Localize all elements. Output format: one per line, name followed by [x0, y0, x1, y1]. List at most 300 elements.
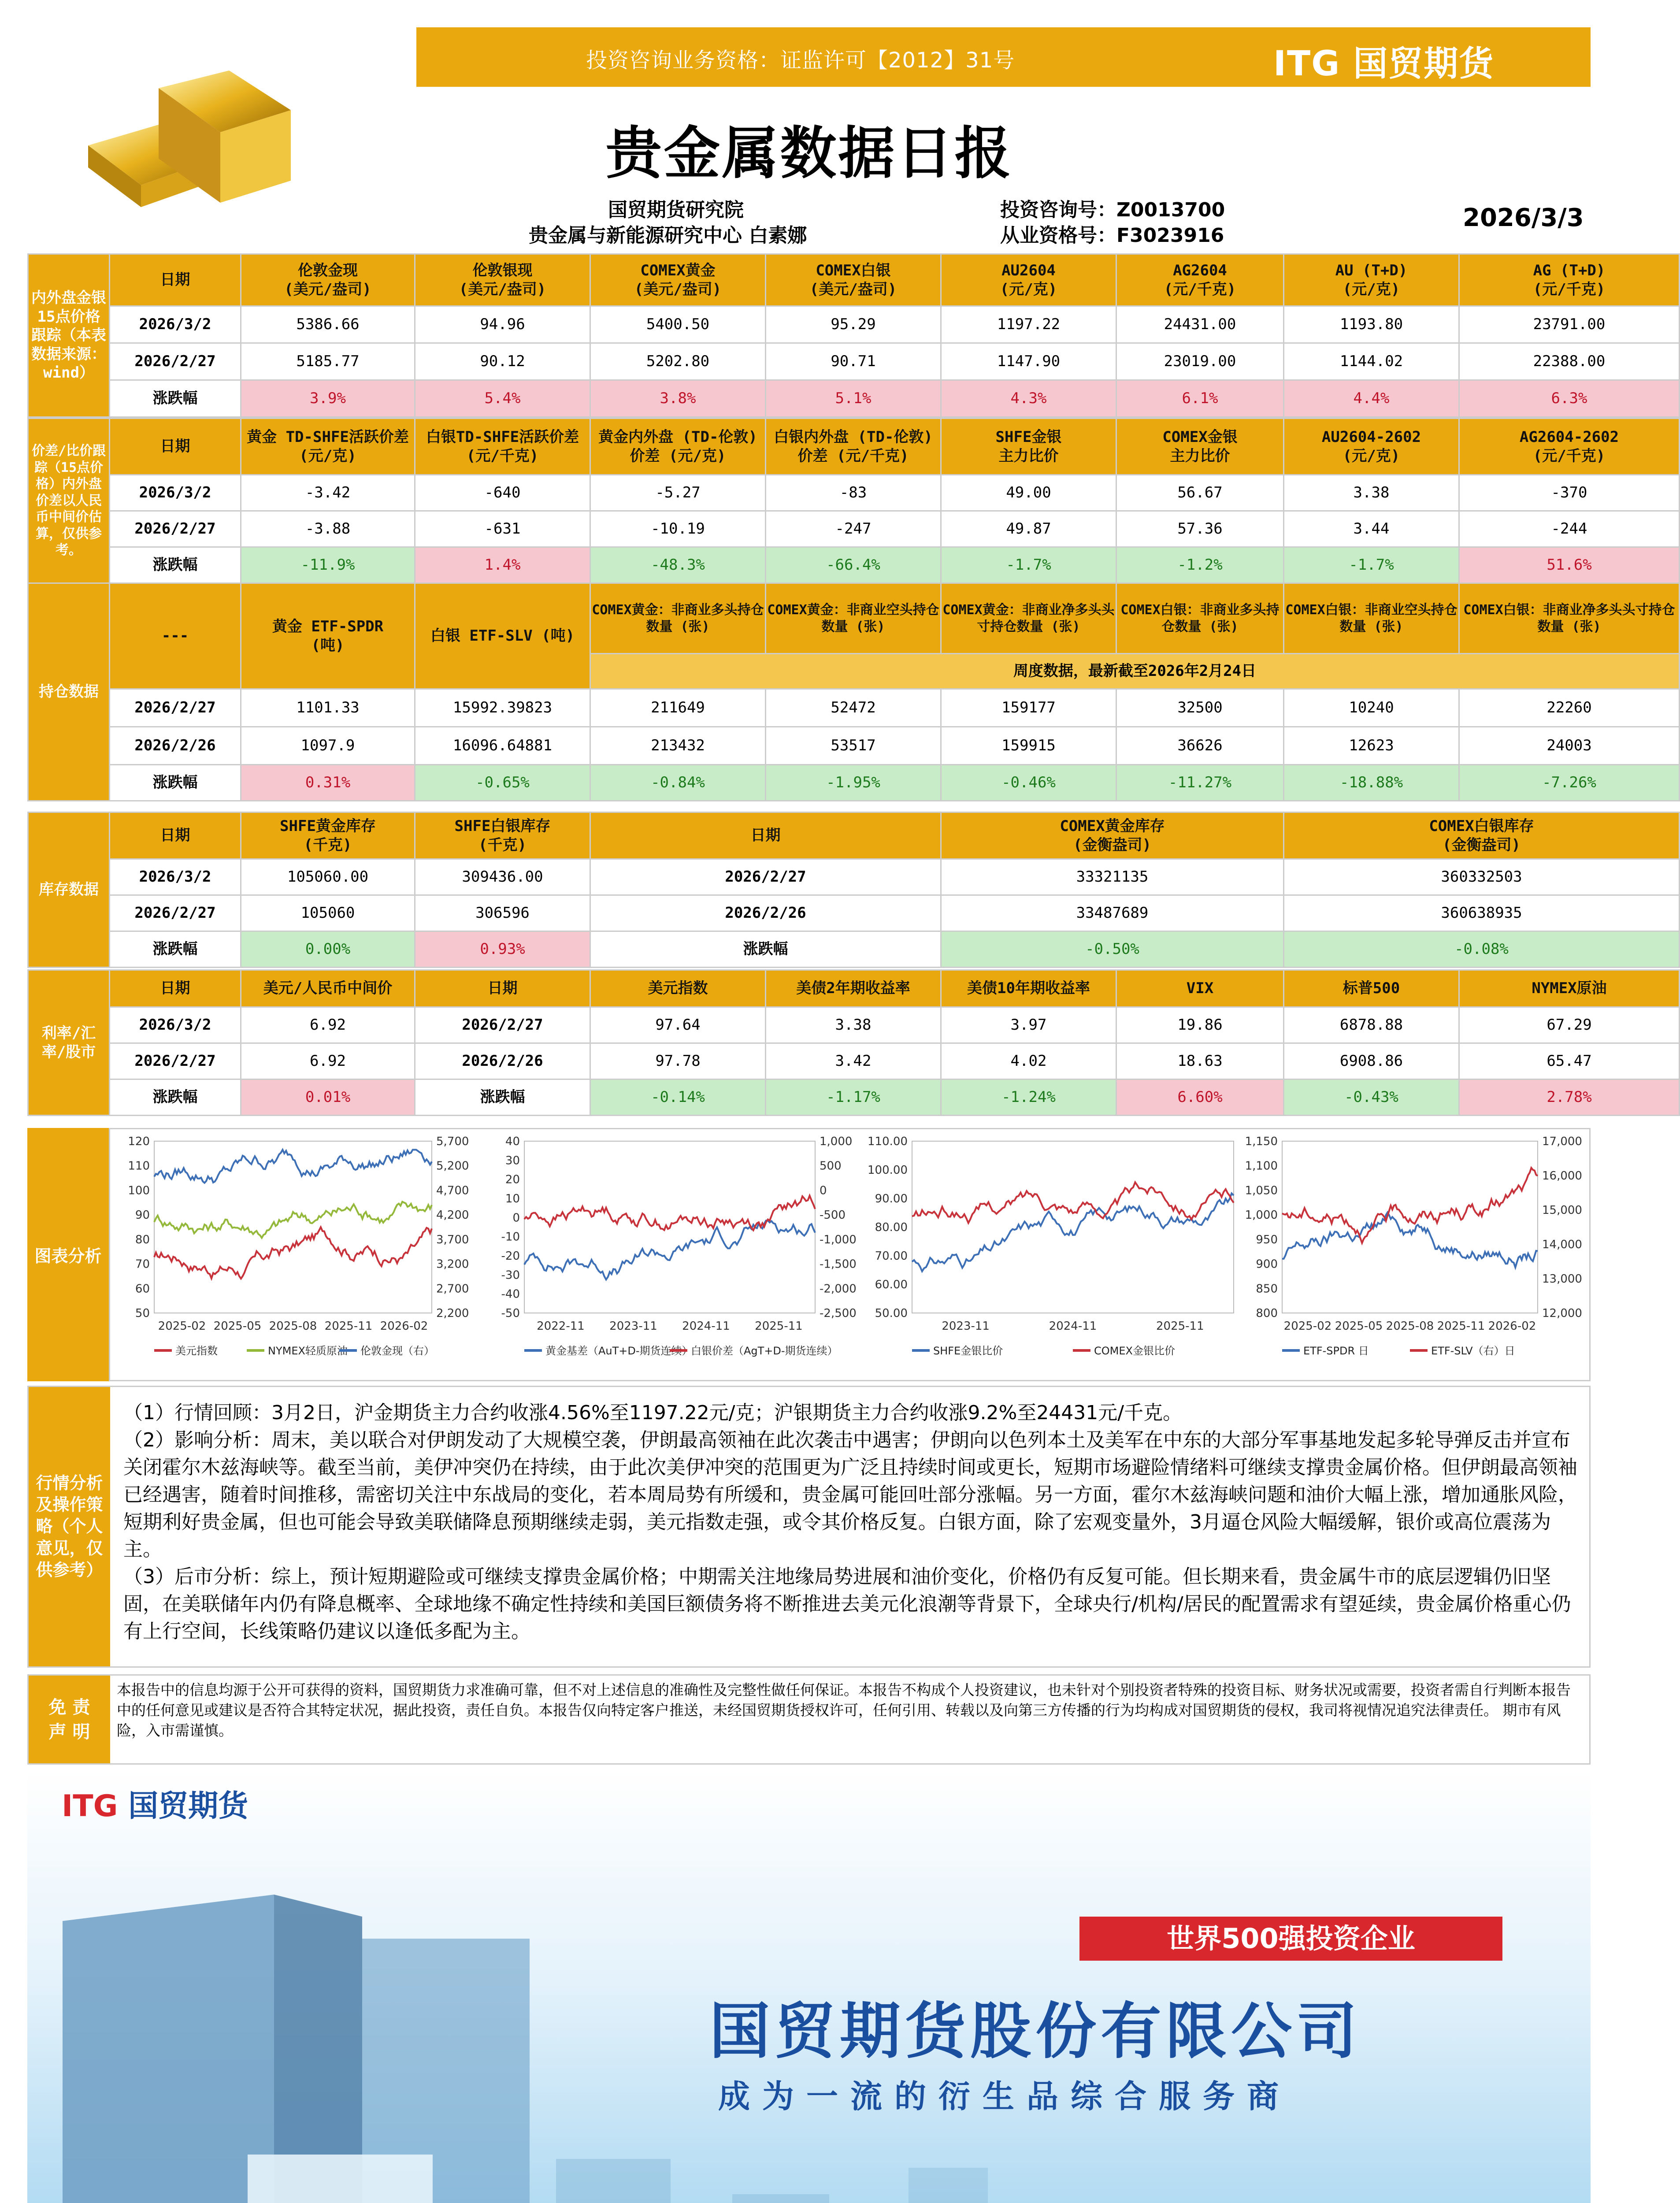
change-cell: -7.26%: [1459, 765, 1680, 801]
cell: 19.86: [1116, 1007, 1284, 1043]
rates-table: [27, 969, 1680, 1116]
cell: -3.88: [241, 511, 415, 547]
change-cell: -1.24%: [941, 1079, 1116, 1116]
series-line: [912, 1194, 1234, 1272]
change-cell: 0.00%: [241, 931, 415, 968]
cell: 33321135: [941, 859, 1284, 895]
cell: 涨跌幅: [110, 547, 241, 583]
legend-label: COMEX金银比价: [1094, 1345, 1175, 1357]
y2-tick-label: -1,500: [820, 1257, 857, 1271]
change-cell: -11.9%: [241, 547, 415, 583]
cell: 213432: [590, 727, 766, 765]
change-cell: -0.65%: [415, 765, 590, 801]
cell: 360638935: [1284, 895, 1680, 931]
cell: 2026/2/27: [110, 343, 241, 380]
change-row: [28, 1079, 1680, 1116]
col-header: 白银内外盘 (TD-伦敦) 价差 (元/千克): [766, 419, 941, 475]
change-cell: -11.27%: [1116, 765, 1284, 801]
cell: 1144.02: [1284, 343, 1459, 380]
change-cell: 1.4%: [415, 547, 590, 583]
banner-logo: [62, 1782, 248, 1825]
cell: 3.44: [1284, 511, 1459, 547]
col-header: 美债10年期收益率: [941, 970, 1116, 1007]
legend-label: 美元指数: [175, 1345, 218, 1357]
cell: 49.87: [941, 511, 1116, 547]
cell: 309436.00: [415, 859, 590, 895]
col-header: COMEX金银 主力比价: [1116, 419, 1284, 475]
cell: 105060.00: [241, 859, 415, 895]
practice-number: 从业资格号：F3023916: [1000, 224, 1224, 247]
y-tick-label: 800: [1256, 1307, 1278, 1320]
y-tick-label: 110: [128, 1159, 150, 1173]
change-cell: -1.7%: [1284, 547, 1459, 583]
y2-tick-label: 4,200: [436, 1209, 469, 1222]
x-tick-label: 2025-08: [1386, 1320, 1434, 1333]
cell: 3.38: [1284, 475, 1459, 511]
change-row: [28, 380, 1680, 417]
change-cell: -1.95%: [766, 765, 941, 801]
change-cell: 5.4%: [415, 380, 590, 417]
cell: 18.63: [1116, 1043, 1284, 1079]
cell: 5386.66: [241, 306, 415, 343]
col-header: AG (T+D) (元/千克): [1459, 254, 1680, 306]
charts-label: 图表分析: [27, 1128, 109, 1381]
change-cell: -0.14%: [590, 1079, 766, 1116]
cell: 90.12: [415, 343, 590, 380]
y-tick-label: 100.00: [868, 1164, 908, 1177]
cell: 211649: [590, 689, 766, 727]
y-tick-label: 30: [505, 1154, 520, 1168]
series-line: [154, 1227, 432, 1279]
chart-gold-silver-ratio: [868, 1132, 1242, 1379]
plot-frame: [1282, 1141, 1538, 1313]
cell: 12623: [1284, 727, 1459, 765]
section-label: 价差/比价跟踪（15点价格）内外盘价差以人民币中间价估算，仅供参考。: [28, 419, 110, 583]
cell: 159915: [941, 727, 1116, 765]
col-header: 黄金内外盘 (TD-伦敦) 价差 (元/克): [590, 419, 766, 475]
col-header: 日期: [110, 254, 241, 306]
cell: 4.02: [941, 1043, 1116, 1079]
legend-label: ETF-SPDR 日: [1303, 1345, 1369, 1357]
cell: 2026/3/2: [110, 306, 241, 343]
cell: 涨跌幅: [110, 931, 241, 968]
cell: -640: [415, 475, 590, 511]
series-line: [524, 1196, 815, 1231]
cell: 涨跌幅: [110, 1079, 241, 1116]
y-tick-label: 850: [1256, 1282, 1278, 1296]
x-tick-label: 2025-11: [1437, 1320, 1485, 1333]
cell: 24431.00: [1116, 306, 1284, 343]
col-header: 伦敦银现 (美元/盎司): [415, 254, 590, 306]
cell: 360332503: [1284, 859, 1680, 895]
change-cell: -0.46%: [941, 765, 1116, 801]
legend-label: 伦敦金现（右）: [360, 1345, 434, 1357]
change-cell: 6.60%: [1116, 1079, 1284, 1116]
y2-tick-label: 1,000: [820, 1135, 853, 1148]
cell: 6.92: [241, 1007, 415, 1043]
cell: -83: [766, 475, 941, 511]
col-header: AU (T+D) (元/克): [1284, 254, 1459, 306]
table-row: [28, 727, 1680, 765]
y-tick-label: 70.00: [875, 1250, 908, 1263]
y-tick-label: 50.00: [875, 1307, 908, 1320]
cell: 2026/2/27: [110, 689, 241, 727]
plot-frame: [912, 1141, 1234, 1313]
series-line: [154, 1150, 432, 1183]
analysis-review: （1）行情回顾：3月2日，沪金期货主力合约收涨4.56%至1197.22元/克；沪银期货主力合约收涨9.2%至24431元/千克。: [123, 1402, 1183, 1424]
cell: 3.38: [766, 1007, 941, 1043]
y2-tick-label: 15,000: [1542, 1204, 1582, 1217]
table-row: [28, 859, 1680, 895]
series-line: [912, 1182, 1234, 1223]
cell: -244: [1459, 511, 1680, 547]
col-header: AU2604-2602 (元/克): [1284, 419, 1459, 475]
y-tick-label: 90: [135, 1209, 150, 1222]
cell: 49.00: [941, 475, 1116, 511]
cell: 1147.90: [941, 343, 1116, 380]
x-tick-label: 2025-08: [269, 1320, 317, 1333]
cell: 涨跌幅: [110, 380, 241, 417]
y-tick-label: 0: [512, 1211, 520, 1225]
change-cell: 5.1%: [766, 380, 941, 417]
y2-tick-label: -2,500: [820, 1307, 857, 1320]
chart-gold-usd-oil: [115, 1132, 480, 1379]
cell: 2026/2/27: [415, 1007, 590, 1043]
col-header: 日期: [110, 419, 241, 475]
y2-tick-label: 3,200: [436, 1257, 469, 1271]
disclaimer-section: [27, 1674, 1591, 1765]
cell: 24003: [1459, 727, 1680, 765]
table-row: [28, 511, 1680, 547]
col-header: 白银 ETF-SLV (吨): [415, 583, 590, 689]
cell: 32500: [1116, 689, 1284, 727]
change-cell: 4.4%: [1284, 380, 1459, 417]
cell: 159177: [941, 689, 1116, 727]
cell: 2026/2/26: [415, 1043, 590, 1079]
y-tick-label: 120: [128, 1135, 150, 1148]
table-row: [28, 1007, 1680, 1043]
cell: 涨跌幅: [110, 765, 241, 801]
col-header: AG2604-2602 (元/千克): [1459, 419, 1680, 475]
disclaimer-label: 免 责 声 明: [29, 1676, 110, 1763]
cell: -370: [1459, 475, 1680, 511]
analysis-outlook: （3）后市分析：综上，预计短期避险或可继续支撑贵金属价格；中期需关注地缘局势进展和油价变化，价格仍有反复可能。但长期来看，贵金属牛市的底层逻辑仍旧坚固，在美联储年内仍有降息概率、全球地缘不确定性持续和美国巨额债务将不断推进去美元化浪潮等背景下，全球央行/机构/居民的配置需求有望延续，贵金属价格重心仍有上行空间，长线策略仍建议以逢低多配为主。: [123, 1565, 1571, 1643]
cell: 22260: [1459, 689, 1680, 727]
change-cell: 0.93%: [415, 931, 590, 968]
org-name: 国贸期货研究院: [608, 199, 744, 221]
cell: 5400.50: [590, 306, 766, 343]
cell: 1193.80: [1284, 306, 1459, 343]
legend-label: ETF-SLV（右）日: [1431, 1345, 1515, 1357]
col-header: 黄金 TD-SHFE活跃价差 (元/克): [241, 419, 415, 475]
change-row: [28, 931, 1680, 968]
cell: 2026/3/2: [110, 1007, 241, 1043]
cell: 67.29: [1459, 1007, 1680, 1043]
change-cell: -48.3%: [590, 547, 766, 583]
y2-tick-label: 500: [820, 1159, 842, 1173]
cell: 10240: [1284, 689, 1459, 727]
change-cell: 6.3%: [1459, 380, 1680, 417]
y-tick-label: 40: [505, 1135, 520, 1148]
x-tick-label: 2026-02: [1488, 1320, 1536, 1333]
y-tick-label: 1,000: [1245, 1209, 1278, 1222]
cell: 36626: [1116, 727, 1284, 765]
cell: 2026/3/2: [110, 475, 241, 511]
table-row: [28, 475, 1680, 511]
col-header: COMEX黄金：非商业多头持仓数量 (张): [590, 583, 766, 654]
y-tick-label: 950: [1256, 1233, 1278, 1246]
col-header: 美债2年期收益率: [766, 970, 941, 1007]
col-header: SHFE黄金库存 (千克): [241, 812, 415, 859]
cell: 65.47: [1459, 1043, 1680, 1079]
itg-logo: ITG 国贸期货: [1273, 44, 1495, 84]
x-tick-label: 2025-11: [755, 1320, 803, 1333]
change-cell: 51.6%: [1459, 547, 1680, 583]
legend-label: 白银价差（AgT+D-期货连续）: [691, 1345, 838, 1357]
weekly-note: 周度数据，最新截至2026年2月24日: [590, 654, 1680, 689]
legend-label: 黄金基差（AuT+D-期货连续）: [545, 1345, 693, 1357]
cell: -631: [415, 511, 590, 547]
col-header: NYMEX原油: [1459, 970, 1680, 1007]
cell: 52472: [766, 689, 941, 727]
y-tick-label: 70: [135, 1257, 150, 1271]
spread-table: [27, 418, 1680, 584]
col-header: 标普500: [1284, 970, 1459, 1007]
y-tick-label: 100: [128, 1184, 150, 1198]
cell: 涨跌幅: [415, 1079, 590, 1116]
x-tick-label: 2023-11: [609, 1320, 657, 1333]
y2-tick-label: 16,000: [1542, 1169, 1582, 1183]
x-tick-label: 2022-11: [537, 1320, 585, 1333]
y2-tick-label: 3,700: [436, 1233, 469, 1246]
spot-price-table: [27, 253, 1680, 418]
col-header: AU2604 (元/克): [941, 254, 1116, 306]
section-label: 库存数据: [28, 812, 110, 968]
y-tick-label: 90.00: [875, 1192, 908, 1205]
y-tick-label: -40: [501, 1287, 520, 1301]
inventory-table: [27, 812, 1680, 968]
org-dept: 贵金属与新能源研究中心 白素娜: [529, 224, 807, 247]
cell: 6908.86: [1284, 1043, 1459, 1079]
y-tick-label: 10: [505, 1192, 520, 1205]
x-tick-label: 2026-02: [380, 1320, 428, 1333]
col-header: COMEX白银：非商业净多头头寸持仓数量 (张): [1459, 583, 1680, 654]
col-header: COMEX黄金：非商业空头持仓数量 (张): [766, 583, 941, 654]
y-tick-label: 60: [135, 1282, 150, 1296]
change-cell: -0.08%: [1284, 931, 1680, 968]
y-tick-label: -20: [501, 1250, 520, 1263]
cell: 105060: [241, 895, 415, 931]
banner-logo-cn: 国贸期货: [128, 1789, 248, 1824]
col-header: COMEX黄金 (美元/盎司): [590, 254, 766, 306]
x-tick-label: 2024-11: [682, 1320, 730, 1333]
y-tick-label: 1,150: [1245, 1135, 1278, 1148]
y-tick-label: 900: [1256, 1257, 1278, 1271]
cell: 53517: [766, 727, 941, 765]
cell: 3.97: [941, 1007, 1116, 1043]
col-header: COMEX黄金库存 (金衡盎司): [941, 812, 1284, 859]
legend-label: SHFE金银比价: [933, 1345, 1003, 1357]
col-header: 日期: [110, 812, 241, 859]
section-label: 内外盘金银15点价格跟踪（本表数据来源：wind）: [28, 254, 110, 417]
y2-tick-label: 5,700: [436, 1135, 469, 1148]
y2-tick-label: 4,700: [436, 1184, 469, 1198]
col-header: COMEX白银库存 (金衡盎司): [1284, 812, 1680, 859]
x-tick-label: 2025-02: [1283, 1320, 1332, 1333]
change-cell: -1.17%: [766, 1079, 941, 1116]
table-row: [28, 895, 1680, 931]
y2-tick-label: -500: [820, 1209, 846, 1222]
position-table: [27, 582, 1680, 801]
cell: 2026/2/27: [110, 1043, 241, 1079]
x-tick-label: 2024-11: [1049, 1320, 1097, 1333]
change-cell: 6.1%: [1116, 380, 1284, 417]
x-tick-label: 2023-11: [942, 1320, 990, 1333]
disclaimer-text: 本报告中的信息均源于公开可获得的资料，国贸期货力求准确可靠，但不对上述信息的准确性及完整性做任何保证。本报告不构成个人投资建议，也未针对个别投资者特殊的投资目标、财务状况或需要，投资者需自行判断本报告中的任何意见或建议是否符合其特定状况，据此投资，责任自负。本报告仅向特定客户推送，未经国贸期货授权许可，任何引用、转载以及向第三方传播的行为均构成对国贸期货的侵权，我司将视情况追究法律责任。 期市有风险，入市需谨慎。: [117, 1681, 1571, 1739]
col-header: VIX: [1116, 970, 1284, 1007]
section-label: 利率/汇率/股市: [28, 970, 110, 1116]
cell: 1197.22: [941, 306, 1116, 343]
banner-logo-itg: ITG: [62, 1789, 118, 1824]
cell: 2026/3/2: [110, 859, 241, 895]
cell: 2026/2/27: [110, 511, 241, 547]
cell: 6878.88: [1284, 1007, 1459, 1043]
col-header: 白银TD-SHFE活跃价差(元/千克): [415, 419, 590, 475]
cell: 1101.33: [241, 689, 415, 727]
y-tick-label: -10: [501, 1230, 520, 1244]
y-tick-label: -30: [501, 1268, 520, 1282]
plot-frame: [154, 1141, 432, 1313]
cell: 23791.00: [1459, 306, 1680, 343]
change-cell: 3.9%: [241, 380, 415, 417]
analysis-impact: （2）影响分析：周末，美以联合对伊朗发动了大规模空袭，伊朗最高领袖在此次袭击中遇害；伊朗向以色列本土及美军在中东的大部分军事基地发起多轮导弹反击并宣布关闭霍尔木兹海峡等。截至当前，美伊冲突仍在持续，由于此次美伊冲突的范围更为广泛且持续时间或更长，短期市场避险情绪料可继续支撑贵金属价格。但伊朗最高领袖已经遇害，随着时间推移，需密切关注中东战局的变化，若本周局势有所缓和，贵金属可能回吐部分涨幅。另一方面，霍尔木兹海峡问题和油价大幅上涨，增加通胀风险，短期利好贵金属，但也可能会导致美联储降息预期继续走弱，美元指数走强，或令其价格反复。白银方面，除了宏观变量外，3月逼仓风险大幅缓解，银价或高位震荡为主。: [123, 1429, 1577, 1561]
report-title: 贵金属数据日报: [605, 121, 1013, 186]
cell: 57.36: [1116, 511, 1284, 547]
cell: 97.78: [590, 1043, 766, 1079]
series-line: [524, 1220, 815, 1280]
cell: 2026/2/26: [590, 895, 941, 931]
y-tick-label: 20: [505, 1173, 520, 1187]
change-cell: 0.31%: [241, 765, 415, 801]
cell: 涨跌幅: [590, 931, 941, 968]
col-header: COMEX白银 (美元/盎司): [766, 254, 941, 306]
y-tick-label: 1,100: [1245, 1159, 1278, 1173]
col-header: 日期: [110, 970, 241, 1007]
x-tick-label: 2025-11: [324, 1320, 373, 1333]
x-tick-label: 2025-05: [213, 1320, 262, 1333]
y2-tick-label: 0: [820, 1184, 827, 1198]
col-header: COMEX白银：非商业多头持仓数量 (张): [1116, 583, 1284, 654]
col-header: 伦敦金现 (美元/盎司): [241, 254, 415, 306]
cell: -3.42: [241, 475, 415, 511]
cell: 97.64: [590, 1007, 766, 1043]
y2-tick-label: 5,200: [436, 1159, 469, 1173]
col-header: 美元/人民币中间价: [241, 970, 415, 1007]
chart-basis: [485, 1132, 864, 1379]
x-tick-label: 2025-02: [158, 1320, 206, 1333]
company-slogan: 成为一流的衍生品综合服务商: [718, 2078, 1291, 2115]
cell: 15992.39823: [415, 689, 590, 727]
company-name: 国贸期货股份有限公司: [709, 1996, 1362, 2067]
section-label: 持仓数据: [28, 583, 110, 801]
table-row: [28, 689, 1680, 727]
cell: -5.27: [590, 475, 766, 511]
change-cell: -1.7%: [941, 547, 1116, 583]
cell: 6.92: [241, 1043, 415, 1079]
cell: 56.67: [1116, 475, 1284, 511]
cell: 1097.9: [241, 727, 415, 765]
cell: 5185.77: [241, 343, 415, 380]
change-cell: 4.3%: [941, 380, 1116, 417]
table-row: [28, 343, 1680, 380]
cell: 2026/2/26: [110, 727, 241, 765]
y-tick-label: -50: [501, 1307, 520, 1320]
cell: 94.96: [415, 306, 590, 343]
change-cell: -0.43%: [1284, 1079, 1459, 1116]
y-tick-label: 1,050: [1245, 1184, 1278, 1198]
y2-tick-label: 2,700: [436, 1282, 469, 1296]
change-cell: -0.84%: [590, 765, 766, 801]
table-row: [28, 306, 1680, 343]
change-row: [28, 765, 1680, 801]
y2-tick-label: 12,000: [1542, 1307, 1582, 1320]
change-cell: 3.8%: [590, 380, 766, 417]
cell: 5202.80: [590, 343, 766, 380]
y-tick-label: 80.00: [875, 1221, 908, 1234]
change-cell: -1.2%: [1116, 547, 1284, 583]
y2-tick-label: 2,200: [436, 1307, 469, 1320]
fortune500-tag: 世界500强投资企业: [1079, 1917, 1502, 1961]
y2-tick-label: -1,000: [820, 1233, 857, 1246]
col-header: SHFE白银库存 (千克): [415, 812, 590, 859]
change-row: [28, 547, 1680, 583]
cell: 90.71: [766, 343, 941, 380]
change-cell: -0.50%: [941, 931, 1284, 968]
y-tick-label: 50: [135, 1307, 150, 1320]
cell: 306596: [415, 895, 590, 931]
cell: -10.19: [590, 511, 766, 547]
y2-tick-label: -2,000: [820, 1282, 857, 1296]
change-cell: 2.78%: [1459, 1079, 1680, 1116]
analysis-label: 行情分析及操作策略（个人意见，仅供参考）: [29, 1387, 110, 1666]
x-tick-label: 2025-05: [1335, 1320, 1383, 1333]
cell: 16096.64881: [415, 727, 590, 765]
table-row: [28, 1043, 1680, 1079]
cell: 22388.00: [1459, 343, 1680, 380]
cell: 3.42: [766, 1043, 941, 1079]
col-header: 日期: [415, 970, 590, 1007]
chart-etf-holdings: [1242, 1132, 1586, 1379]
col-header: 美元指数: [590, 970, 766, 1007]
col-header: COMEX白银：非商业空头持仓数量 (张): [1284, 583, 1459, 654]
legend-label: NYMEX轻质原油: [268, 1345, 348, 1357]
y-tick-label: 110.00: [868, 1135, 908, 1148]
cell: 2026/2/27: [590, 859, 941, 895]
col-header: 黄金 ETF-SPDR (吨): [241, 583, 415, 689]
col-header: 日期: [590, 812, 941, 859]
cell: 2026/2/27: [110, 895, 241, 931]
cell: 95.29: [766, 306, 941, 343]
cell: 33487689: [941, 895, 1284, 931]
qualification-text: 投资咨询业务资格：证监许可【2012】31号: [586, 48, 1015, 73]
col-header: ---: [110, 583, 241, 689]
series-line: [154, 1202, 432, 1238]
y2-tick-label: 14,000: [1542, 1238, 1582, 1251]
cell: -247: [766, 511, 941, 547]
consult-number: 投资咨询号：Z0013700: [1000, 199, 1225, 221]
cell: 23019.00: [1116, 343, 1284, 380]
change-cell: 0.01%: [241, 1079, 415, 1116]
